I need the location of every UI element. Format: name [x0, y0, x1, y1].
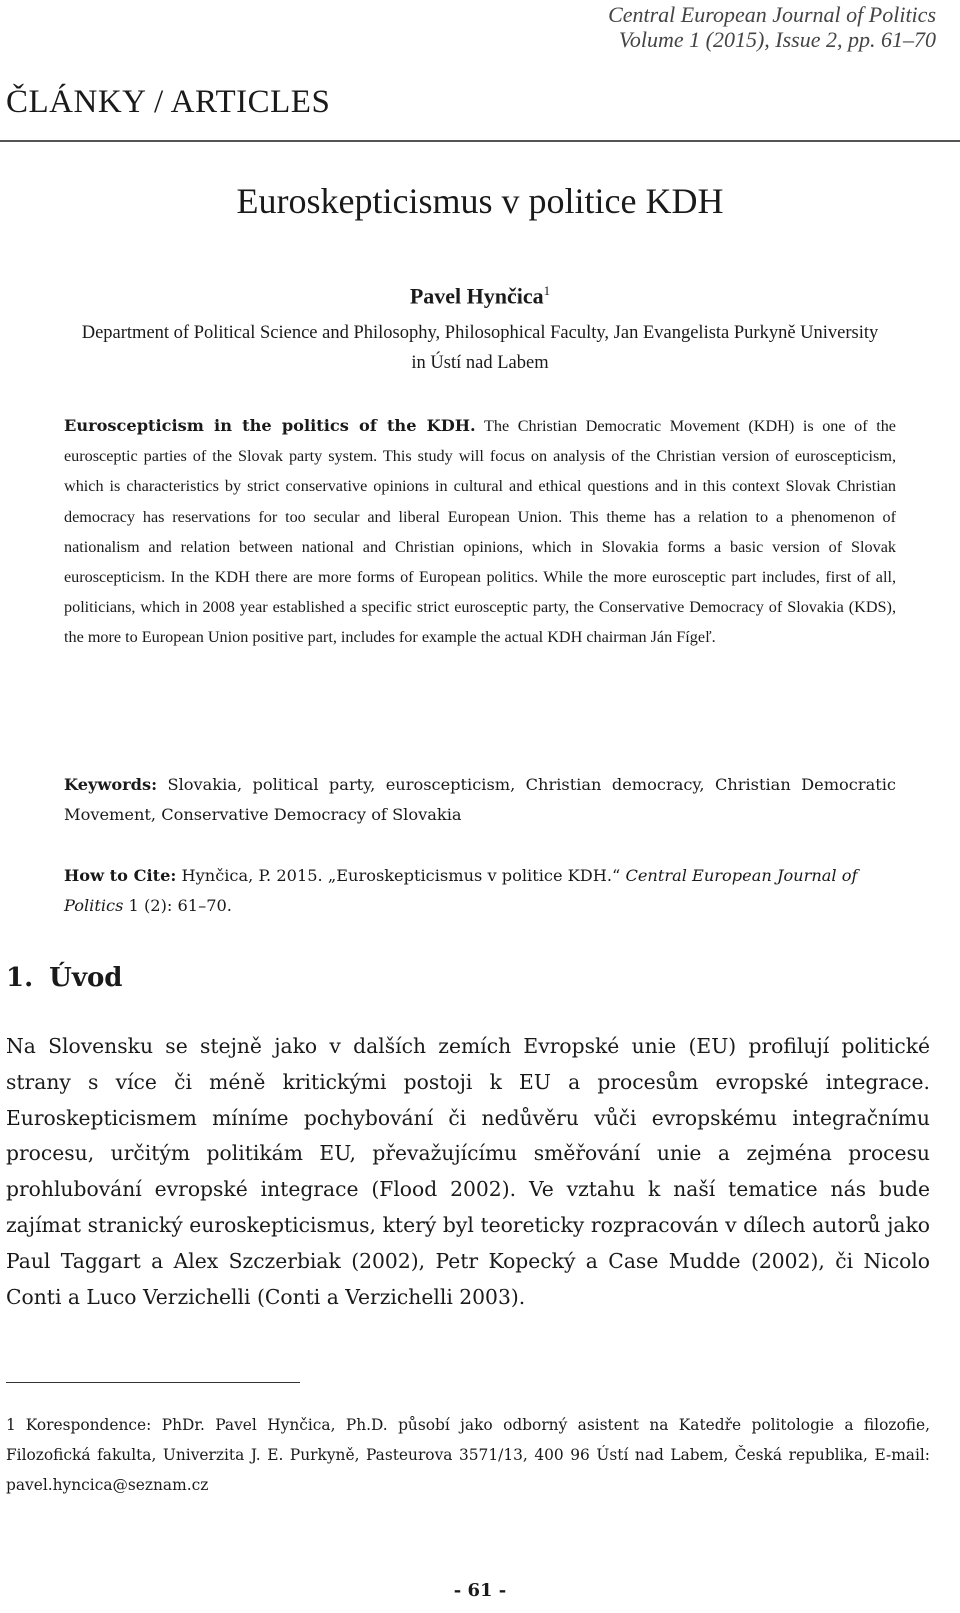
keywords — [64, 770, 896, 830]
keywords-label: Keywords: — [64, 775, 158, 794]
footnote — [6, 1410, 930, 1500]
footnote-divider — [6, 1382, 300, 1383]
how-to-cite-journal: Central European Journal of Politics — [64, 866, 858, 916]
footnote-mark: 1 — [6, 1416, 16, 1434]
article-title: Euroskepticismus v politice KDH — [236, 181, 724, 221]
footnote-text: Korespondence: PhDr. Pavel Hynčica, Ph.D. působí jako odborný asistent na Katedře politologie a filozofie, Filozofická fakulta, Univerzita J. E. Purkyně, Pasteurova 3571/13, 400 96 Ústí nad Labem, Česká republika, E-mail: pavel.hyncica@seznam.cz — [6, 1416, 930, 1494]
how-to-cite-suffix: 1 (2): 61–70. — [123, 896, 232, 916]
how-to-cite — [64, 861, 896, 921]
author-name-text: Pavel Hynčica — [409, 283, 544, 309]
abstract-text-part-2: This study will focus on analysis of the Christian version of euroscepticism, which is characteristics by strict conservative opinions in cultural and ethical questions and in this context Slovak Christian democracy has reservations for too secular and liberal European Union. This theme has a relation to a phenomenon of nationalism and relation between national and Christian opinions, which in Slovakia forms a basic version of Slovak euroscepticism. In the KDH there are more forms of European politics. While the more eurosceptic part includes, first of all, politicians, which in 2008 year established a specific strict eurosceptic party, the Conservative Democracy of Slovakia (KDS), the more to European Union positive part, includes for example the actual KDH chairman Ján Fígeľ. — [64, 447, 896, 647]
affiliation-line-2: in Ústí nad Labem — [411, 353, 549, 373]
journal-volume-issue: Volume 1 (2015), Issue 2, pp. 61–70 — [618, 27, 936, 52]
affiliation-line-1: Department of Political Science and Philosophy, Philosophical Faculty, Jan Evangelista Purkyně University — [81, 323, 879, 343]
keywords-text: Slovakia, political party, euroscepticism, Christian democracy, Christian Democratic Movement, Conservative Democracy of Slovakia — [64, 775, 896, 825]
author-name — [0, 283, 960, 309]
abstract-lead: Euroscepticism in the politics of the KDH. — [64, 416, 476, 435]
header-divider — [0, 140, 960, 142]
section-1-number: 1. — [6, 963, 34, 993]
page-number: - 61 - — [453, 1580, 507, 1601]
section-1-title: Úvod — [49, 963, 123, 993]
section-1-paragraph: Na Slovensku se stejně jako v dalších zemích Evropské unie (EU) profilují politické strany s více či méně kritickými postoji k EU a procesům evropské integrace. Euroskepticismem míníme pochybování či nedůvěru vůči evropskému integračnímu procesu, určitým politikám EU, převažujícímu směřování unie a zejména procesu prohlubování evropské integrace (Flood 2002). Ve vztahu k naší tematice nás bude zajímat stranický euroskepticismus, který byl teoreticky rozpracován v dílech autorů jako Paul Taggart a Alex Szczerbiak (2002), Petr Kopecký a Case Mudde (2002), či Nicolo Conti a Luco Verzichelli (Conti a Verzichelli 2003). — [6, 1034, 930, 1309]
abstract-text-part-1: The Christian Democratic Movement (KDH) is one of the eurosceptic parties of the Slovak party system. — [64, 417, 896, 466]
how-to-cite-label: How to Cite: — [64, 866, 177, 885]
journal-name: Central European Journal of Politics — [608, 2, 936, 27]
section-1-heading — [6, 963, 122, 993]
journal-header — [608, 2, 936, 52]
section-label: ČLÁNKY / ARTICLES — [6, 84, 331, 120]
author-footnote-mark[interactable]: 1 — [543, 283, 551, 298]
affiliation — [0, 318, 960, 378]
abstract — [64, 411, 896, 653]
how-to-cite-prefix: Hynčica, P. 2015. „Euroskepticismus v politice KDH.“ — [176, 866, 626, 885]
